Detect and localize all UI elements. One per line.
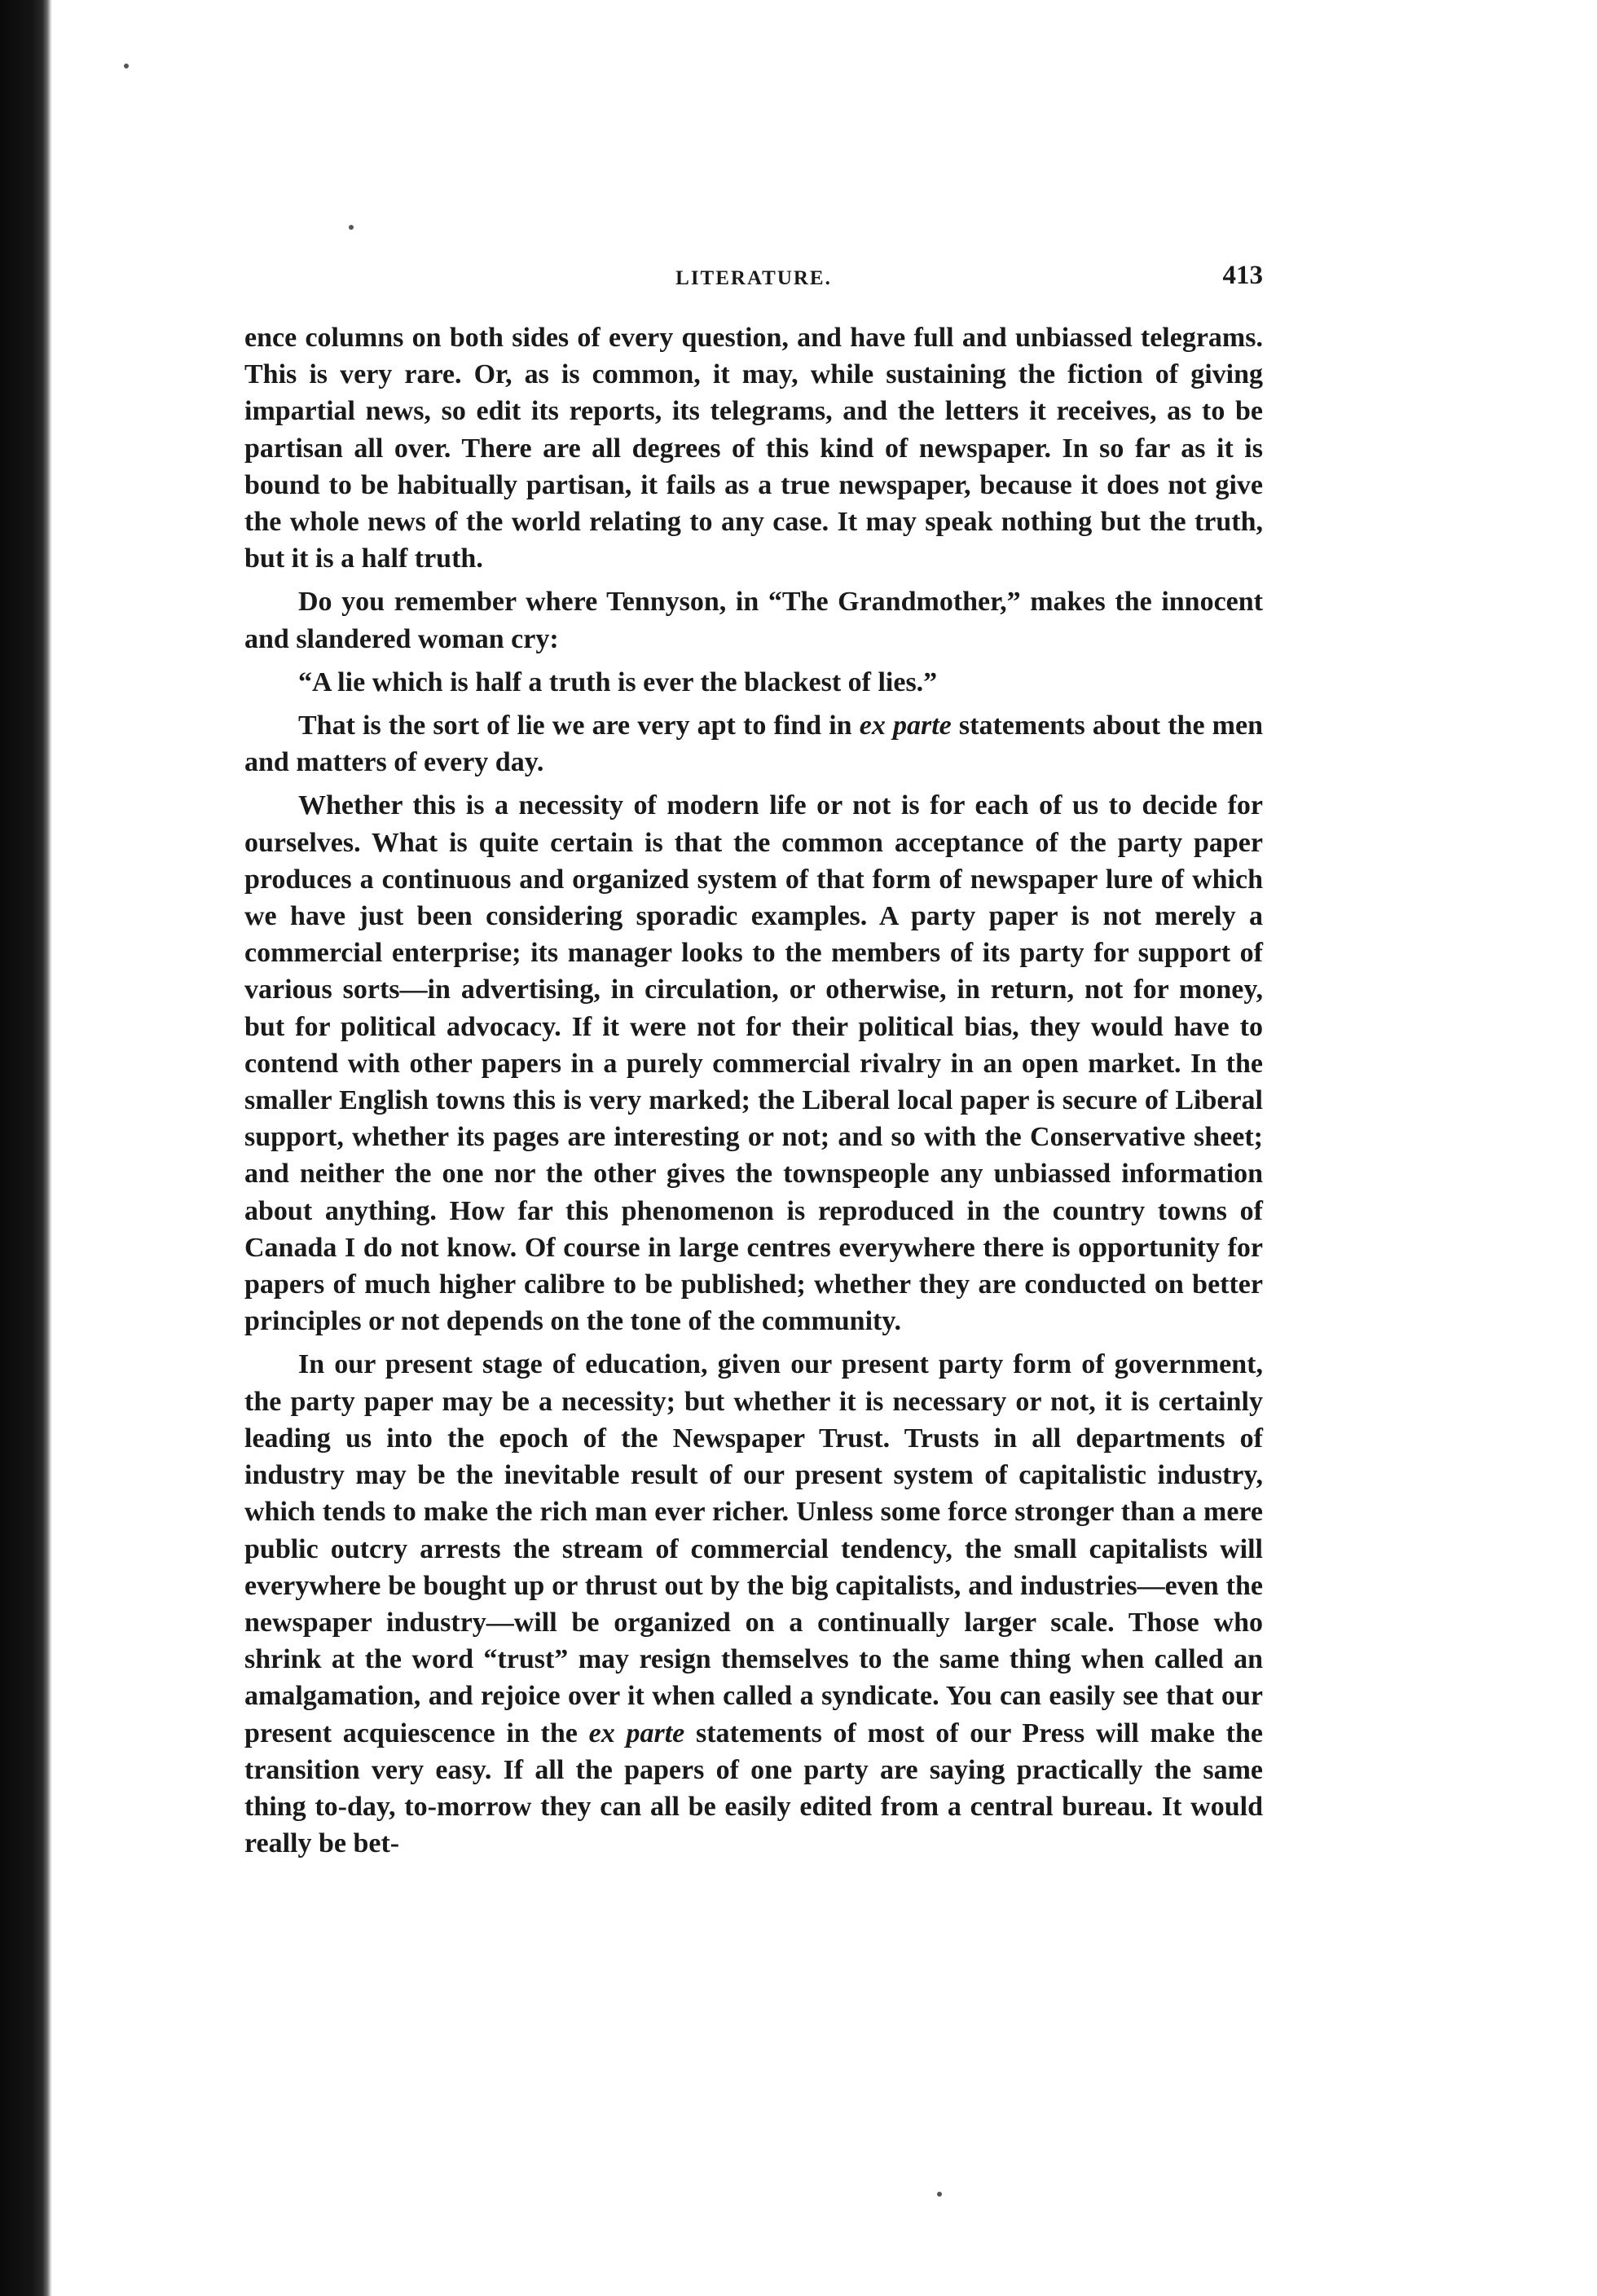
text-run: In our present stage of education, given our present party form of government, the party paper may be a necessity; but whether it is necessary or not, it is certainly leading us into the epoch of the Newspaper Trust. Trusts in all departments of industry may be the inevitable result of our present system of capitalistic industry, which tends to make the rich man ever richer. Unless some force stronger than a mere public outcry arrests the stream of commercial tendency, the small capitalists will everywhere be bought up or thrust out by the big capitalists, and industries—even the newspaper industry—will be organized on a continually larger scale. Those who shrink at the word “trust” may resign themselves to the same thing when called an amalgamation, and rejoice over it when called a syndicate. You can easily see that our present acquiescence in the	[244, 1349, 1263, 1748]
running-title: LITERATURE.	[675, 267, 832, 289]
scan-speck	[124, 64, 129, 68]
scan-binding-edge	[0, 0, 52, 2296]
page-number: 413	[1222, 261, 1263, 290]
italic-phrase: ex parte	[588, 1718, 685, 1748]
quotation-line: “A lie which is half a truth is ever the blackest of lies.”	[298, 666, 938, 697]
paragraph-ex-parte	[244, 707, 1263, 781]
paragraph-newspaper-trust	[244, 1346, 1263, 1862]
scan-speck	[937, 2192, 942, 2197]
body-text	[244, 319, 1263, 1862]
scan-speck	[349, 225, 354, 230]
paragraph-tennyson: Do you remember where Tennyson, in “The Grandmother,” makes the innocent and slandered woman cry:	[244, 587, 1263, 654]
text-run: statements about the men and matters of every day.	[244, 710, 1264, 778]
italic-phrase: ex parte	[859, 710, 952, 741]
paragraph-party-paper: Whether this is a necessity of modern life or not is for each of us to decide for ourselves. What is quite certain is that the common acceptance of the party paper produces a continuous and organized system of that form of newspaper lure of which we have just been considering sporadic examples. A party paper is not merely a commercial enterprise; its manager looks to the members of its party for support of various sorts—in advertising, in circulation, or otherwise, in return, not for money, but for political advocacy. If it were not for their political bias, they would have to contend with other papers in a purely commercial rivalry in an open market. In the smaller English towns this is very marked; the Liberal local paper is secure of Liberal support, whether its pages are interesting or not; and so with the Conservative sheet; and neither the one nor the other gives the townspeople any unbiassed information about anything. How far this phenomenon is reproduced in the country towns of Canada I do not know. Of course in large centres everywhere there is opportunity for papers of much higher calibre to be published; whether they are conducted on better principles or not depends on the tone of the community.	[244, 790, 1263, 1337]
paragraph-continuation: ence columns on both sides of every question, and have full and unbiassed telegrams. This is very rare. Or, as is common, it may, while sustaining the fiction of giving impartial news, so edit its reports, its telegrams, and the letters it receives, as to be partisan all over. There are all degrees of this kind of newspaper. In so far as it is bound to be habitually partisan, it fails as a true newspaper, because it does not give the whole news of the world relating to any case. It may speak nothing but the truth, but it is a half truth.	[244, 323, 1263, 574]
text-run: statements of most of our Press will make the transition very easy. If all the papers of one party are saying practically the same thing to-day, to-morrow they can all be easily edited from a central bureau. It would really be bet-	[244, 1718, 1263, 1859]
text-run: That is the sort of lie we are very apt to find in	[298, 710, 860, 741]
running-head	[244, 253, 1263, 301]
book-page	[244, 253, 1263, 1868]
